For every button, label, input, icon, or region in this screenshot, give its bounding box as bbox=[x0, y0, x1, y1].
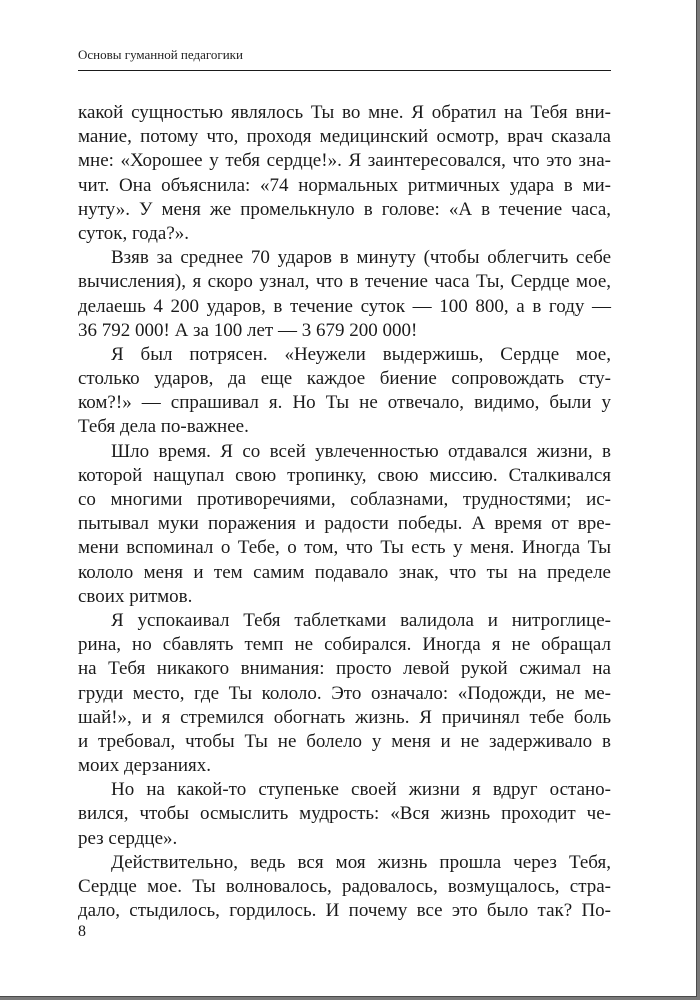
text-line: шай!», и я стремился обогнать жизнь. Я причинял тебе боль bbox=[78, 706, 611, 728]
text-line: делаешь 4 200 ударов, в течение суток — 100 800, а в году — bbox=[78, 295, 611, 317]
text-line: кололо меня и тем самим подавало знак, что ты на пределе bbox=[78, 561, 611, 583]
text-line: нуту». У меня же промелькнуло в голове: «А в течение часа, bbox=[78, 198, 611, 220]
text-line: Я был потрясен. «Неужели выдержишь, Сердце мое, bbox=[111, 343, 611, 365]
text-line: и требовал, чтобы Ты не болело у меня и не задерживало в bbox=[78, 730, 611, 752]
text-line: на Тебя никакого внимания: просто левой рукой сжимал на bbox=[78, 658, 611, 680]
text-line: которой нащупал свою тропинку, свою миссию. Сталкивался bbox=[78, 464, 611, 486]
text-line: Я успокаивал Тебя таблетками валидола и нитроглице- bbox=[111, 609, 611, 631]
text-line: какой сущностью являлось Ты во мне. Я обратил на Тебя вни- bbox=[78, 102, 611, 123]
text-line: груди место, где Ты кололо. Это означало: «Подожди, не ме- bbox=[78, 682, 611, 704]
text-line: со многими противоречиями, соблазнами, трудностями; ис- bbox=[78, 489, 611, 510]
text-line: ком?!» — спрашивал я. Но Ты не отвечало, видимо, были у bbox=[78, 392, 611, 414]
text-line: моих дерзаниях. bbox=[78, 755, 212, 777]
text-line: дало, стыдилось, гордилось. И почему все это было так? По- bbox=[78, 900, 611, 922]
text-line: Сердце мое. Ты волновалось, радовалось, возмущалось, стра- bbox=[78, 876, 611, 897]
text-line: вычисления), я скоро узнал, что в течение часа Ты, Сердце мое, bbox=[78, 271, 611, 293]
text-line: своих ритмов. bbox=[78, 585, 193, 607]
text-line: рез сердце». bbox=[78, 827, 178, 849]
text-line: мание, потому что, проходя медицинский осмотр, врач сказала bbox=[78, 126, 611, 148]
text-line: Действительно, ведь вся моя жизнь прошла через Тебя, bbox=[111, 851, 611, 873]
text-line: Но на какой-то ступеньке своей жизни я вдруг остано- bbox=[111, 779, 611, 801]
body-text bbox=[78, 101, 611, 923]
page-number: 8 bbox=[78, 923, 86, 940]
text-line: 36 792 000! А за 100 лет — 3 679 200 000! bbox=[78, 319, 418, 341]
text-line: вился, чтобы осмыслить мудрость: «Вся жизнь проходит че- bbox=[78, 803, 611, 825]
text-line: пытывал муки поражения и радости победы. А время от вре- bbox=[78, 513, 611, 535]
text-line: Шло время. Я со всей увлеченностью отдавался жизни, в bbox=[111, 440, 611, 462]
text-line: чит. Она объяснила: «74 нормальных ритмичных удара в ми- bbox=[78, 174, 611, 196]
text-line: рина, но сбавлять темп не собирался. Иногда я не обращал bbox=[78, 634, 611, 656]
running-head-title: Основы гуманной педагогики bbox=[78, 47, 243, 62]
text-line: мне: «Хорошее у тебя сердце!». Я заинтересовался, что это зна- bbox=[78, 150, 611, 172]
text-line: суток, года?». bbox=[78, 222, 190, 244]
text-line: Взяв за среднее 70 ударов в минуту (чтобы облегчить себе bbox=[111, 247, 611, 269]
header-rule bbox=[78, 70, 611, 71]
text-line: столько ударов, да еще каждое биение сопровождать сту- bbox=[78, 368, 611, 390]
text-line: Тебя дела по-важнее. bbox=[78, 416, 249, 438]
text-line: мени вспоминал о Тебе, о том, что Ты есть у меня. Иногда Ты bbox=[78, 537, 611, 559]
